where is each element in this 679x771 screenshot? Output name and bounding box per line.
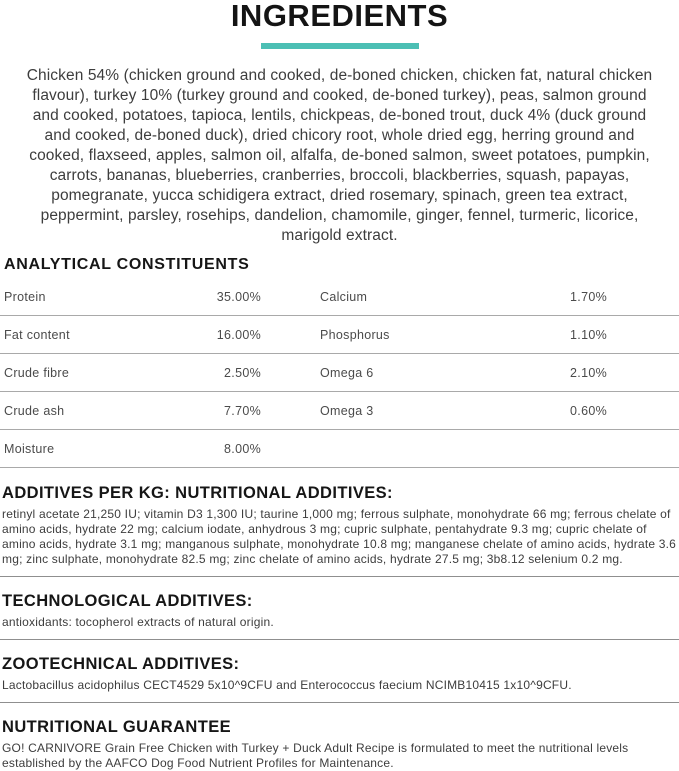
table-row: [0, 316, 679, 354]
accent-underline: [261, 43, 419, 49]
section-heading: NUTRITIONAL GUARANTEE: [2, 718, 232, 736]
table-row: [0, 430, 679, 468]
section-technological-additives: [0, 591, 679, 640]
section-divider: [0, 639, 679, 640]
analytical-constituents-heading: ANALYTICAL CONSTITUENTS: [4, 256, 250, 273]
section-zootechnical-additives: [0, 654, 679, 703]
row-value-right: 2.10%: [570, 365, 607, 380]
row-label-right: Calcium: [320, 289, 368, 304]
row-label-left: Protein: [4, 289, 46, 304]
row-value-left: 2.50%: [224, 365, 261, 380]
section-heading: ADDITIVES PER KG: NUTRITIONAL ADDITIVES:: [2, 484, 393, 502]
row-label-right: Omega 3: [320, 403, 374, 418]
section-heading: ZOOTECHNICAL ADDITIVES:: [2, 655, 240, 673]
table-row: [0, 278, 679, 316]
row-value-left: 35.00%: [216, 289, 261, 304]
row-value-right: 1.70%: [570, 289, 607, 304]
row-value-right: 0.60%: [570, 403, 607, 418]
section-heading: TECHNOLOGICAL ADDITIVES:: [2, 592, 253, 610]
row-label-left: Crude fibre: [4, 365, 70, 380]
row-value-right: 1.10%: [570, 327, 607, 342]
table-row: [0, 392, 679, 430]
row-label-left: Fat content: [4, 327, 70, 342]
row-value-left: 7.70%: [224, 403, 261, 418]
table-row: [0, 354, 679, 392]
row-label-right: Omega 6: [320, 365, 374, 380]
section-body: retinyl acetate 21,250 IU; vitamin D3 1,300 IU; taurine 1,000 mg; ferrous sulphate, monohydrate 66 mg; ferrous chelate of amino acids, hydrate 22 mg; calcium iodate, anhydrous 3 mg; cupric sulphate, pentahydrate 9.3 mg; cupric chelate of amino acids, hydrate 3.1 mg; manganous sulphate, monohydrate 10.8 mg; manganese chelate of amino acids, hydrate 3.6 mg; zinc sulphate, monohydrate 82.5 mg; zinc chelate of amino acids, hydrate 27.5 mg; 3b8.12 selenium 0.2 mg.: [2, 507, 677, 566]
ingredients-paragraph: Chicken 54% (chicken ground and cooked, de-boned chicken, chicken fat, natural chicken flavour), turkey 10% (turkey ground and cooked, de-boned turkey), peas, salmon ground and cooked, potatoes, tapioca, lentils, chickpeas, de-boned trout, duck 4% (duck ground and cooked, de-boned duck), dried chicory root, whole dried egg, herring ground and cooked, flaxseed, apples, salmon oil, alfalfa, de-boned salmon, sweet potatoes, pumpkin, carrots, bananas, blueberries, cranberries, broccoli, blackberries, squash, papayas, pomegranate, yucca schidigera extract, dried rosemary, spinach, green tea extract, peppermint, parsley, rosehips, dandelion, chamomile, ginger, fennel, turmeric, licorice, marigold extract.: [26, 67, 653, 244]
section-body: antioxidants: tocopherol extracts of natural origin.: [2, 615, 274, 629]
row-label-left: Moisture: [4, 441, 55, 456]
row-value-left: 16.00%: [216, 327, 261, 342]
section-divider: [0, 576, 679, 577]
section-body: Lactobacillus acidophilus CECT4529 5x10^9CFU and Enterococcus faecium NCIMB10415 1x10^9CFU.: [2, 678, 572, 692]
page-title: INGREDIENTS: [230, 0, 449, 33]
section-nutritional-guarantee: [0, 717, 679, 771]
row-label-left: Crude ash: [4, 403, 65, 418]
analytical-constituents-table: [0, 278, 679, 468]
row-value-left: 8.00%: [224, 441, 261, 456]
section-nutritional-additives: [0, 483, 679, 577]
section-divider: [0, 702, 679, 703]
row-label-right: Phosphorus: [320, 327, 390, 342]
section-body: GO! CARNIVORE Grain Free Chicken with Turkey + Duck Adult Recipe is formulated to meet the nutritional levels established by the AAFCO Dog Food Nutrient Profiles for Maintenance.: [2, 741, 629, 770]
